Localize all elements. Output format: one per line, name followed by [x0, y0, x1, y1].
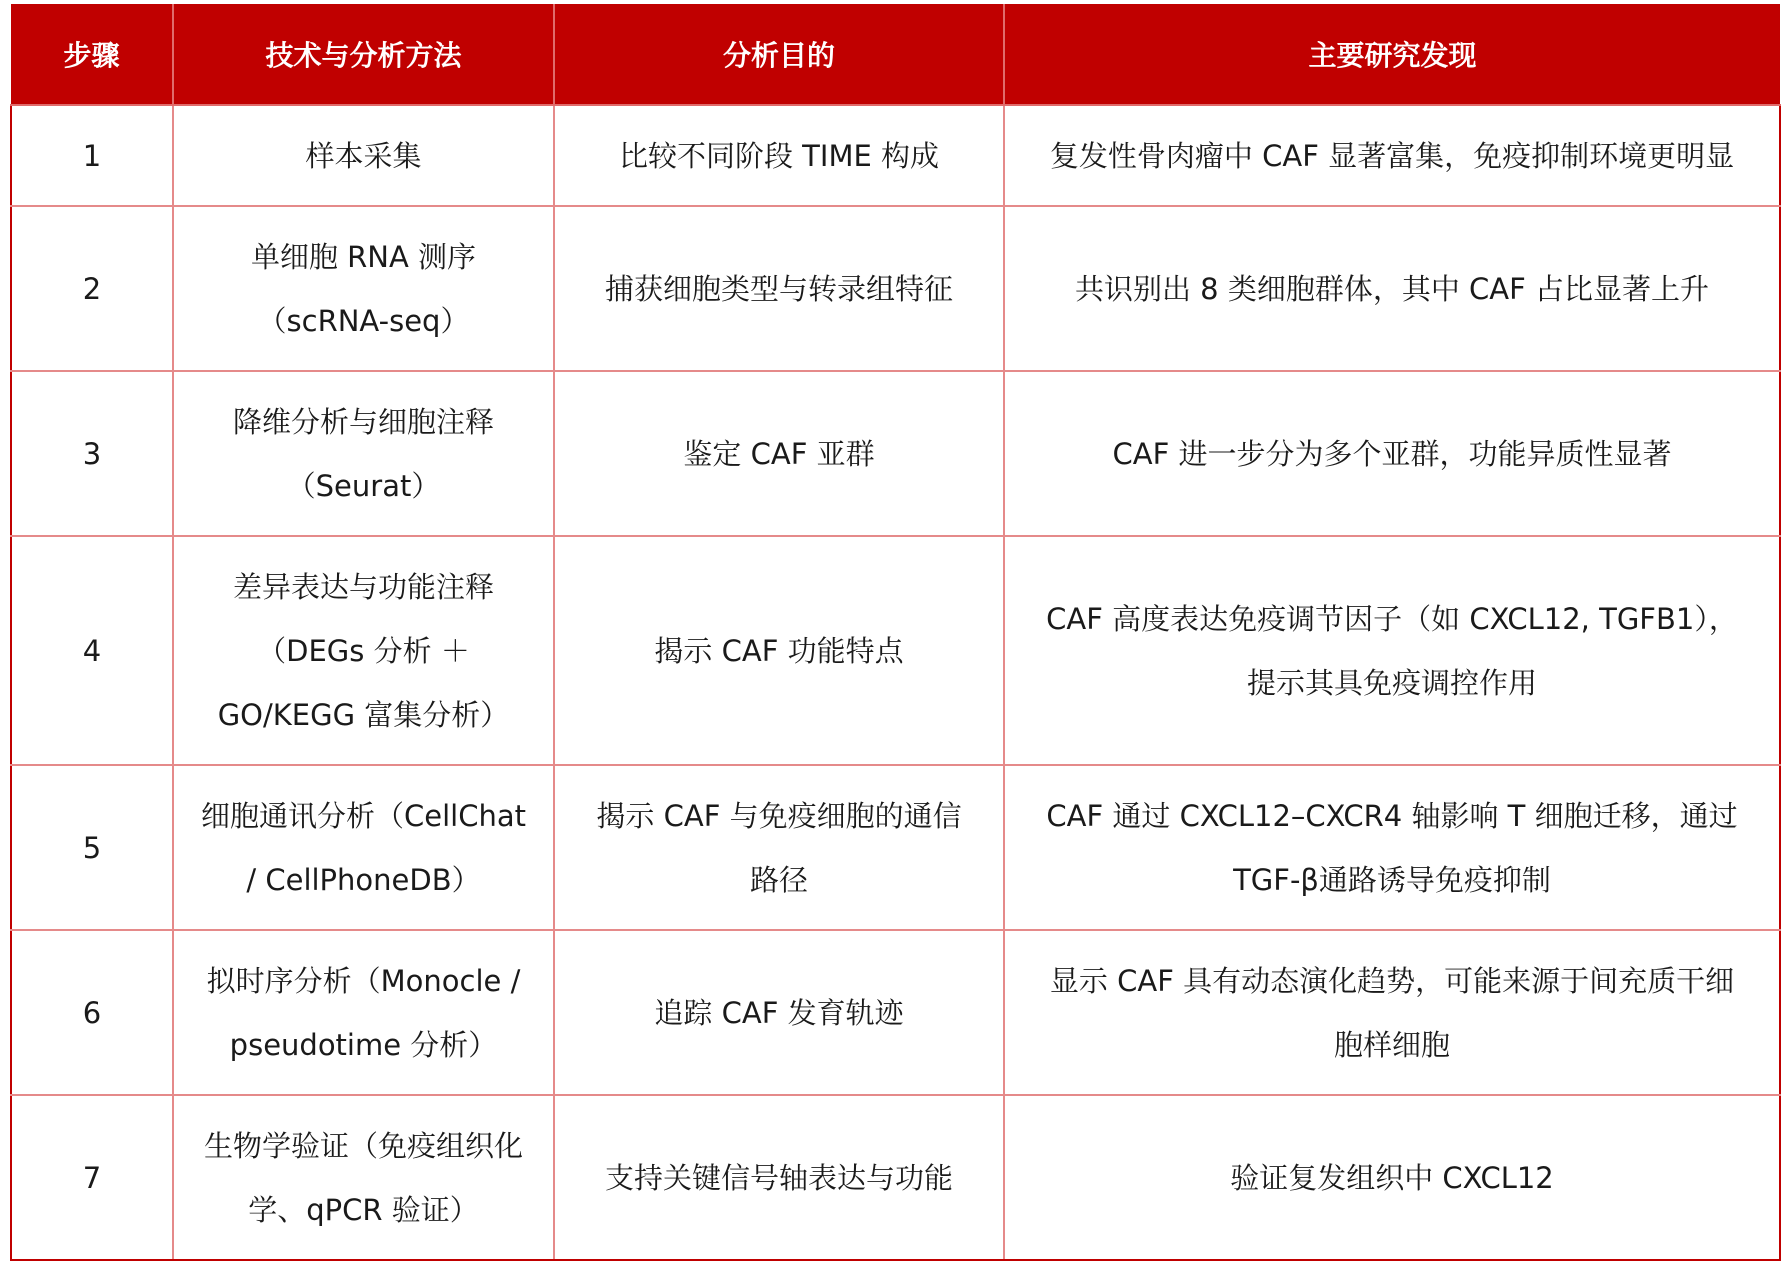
cell-method-line: pseudotime 分析） — [229, 1027, 498, 1062]
cell-finding-line: 共识别出 8 类细胞群体，其中 CAF 占比显著上升 — [1074, 271, 1710, 306]
cell-purpose-line: 揭示 CAF 与免疫细胞的通信 — [596, 798, 962, 833]
cell-purpose — [554, 206, 1004, 371]
cell-method — [173, 206, 554, 371]
cell-finding — [1004, 105, 1780, 206]
cell-method-line: / CellPhoneDB） — [246, 862, 481, 897]
cell-finding — [1004, 536, 1780, 765]
table-row — [11, 206, 1780, 371]
table-row — [11, 105, 1780, 206]
cell-finding-line: 复发性骨肉瘤中 CAF 显著富集，免疫抑制环境更明显 — [1049, 138, 1735, 173]
cell-step: 6 — [11, 930, 173, 1095]
cell-method-line: 差异表达与功能注释 — [232, 569, 494, 604]
cell-step: 4 — [11, 536, 173, 765]
cell-method-line: 细胞通讯分析（CellChat — [201, 798, 526, 833]
cell-method-line: （DEGs 分析 ＋ — [257, 633, 470, 668]
cell-method-line: 拟时序分析（Monocle / — [206, 963, 521, 998]
table-container — [10, 4, 1779, 1261]
cell-finding-line: CAF 高度表达免疫调节因子（如 CXCL12, TGFB1）， — [1046, 601, 1738, 636]
table-row — [11, 536, 1780, 765]
table-row — [11, 765, 1780, 930]
header-finding: 主要研究发现 — [1004, 4, 1780, 105]
cell-purpose — [554, 105, 1004, 206]
cell-purpose-line: 揭示 CAF 功能特点 — [654, 633, 904, 668]
cell-step: 2 — [11, 206, 173, 371]
cell-method — [173, 536, 554, 765]
header-row — [11, 4, 1780, 105]
cell-finding — [1004, 206, 1780, 371]
cell-purpose-line: 支持关键信号轴表达与功能 — [604, 1160, 953, 1195]
cell-method-line: 降维分析与细胞注释 — [232, 404, 494, 439]
cell-step: 3 — [11, 371, 173, 536]
cell-method-line: （Seurat） — [286, 468, 441, 503]
cell-step: 5 — [11, 765, 173, 930]
cell-method — [173, 1095, 554, 1260]
cell-method-line: GO/KEGG 富集分析） — [217, 697, 510, 732]
cell-finding — [1004, 371, 1780, 536]
cell-method — [173, 371, 554, 536]
table-row — [11, 371, 1780, 536]
cell-purpose — [554, 536, 1004, 765]
caf-analysis-table — [10, 4, 1781, 1261]
cell-purpose — [554, 930, 1004, 1095]
cell-method — [173, 765, 554, 930]
cell-finding-line: TGF-β通路诱导免疫抑制 — [1233, 862, 1551, 897]
cell-method-line: 样本采集 — [305, 138, 422, 173]
table-row — [11, 930, 1780, 1095]
header-step: 步骤 — [11, 4, 173, 105]
table-row — [11, 1095, 1780, 1260]
cell-finding — [1004, 930, 1780, 1095]
cell-finding-line: 胞样细胞 — [1333, 1027, 1450, 1062]
cell-purpose — [554, 371, 1004, 536]
cell-finding-line: CAF 通过 CXCL12–CXCR4 轴影响 T 细胞迁移，通过 — [1046, 798, 1738, 833]
cell-finding-line: 验证复发组织中 CXCL12 — [1230, 1160, 1554, 1195]
cell-method — [173, 105, 554, 206]
cell-finding-line: 提示其具免疫调控作用 — [1246, 665, 1537, 700]
header-purpose: 分析目的 — [554, 4, 1004, 105]
cell-step: 7 — [11, 1095, 173, 1260]
cell-step: 1 — [11, 105, 173, 206]
cell-purpose-line: 鉴定 CAF 亚群 — [683, 436, 875, 471]
cell-purpose — [554, 1095, 1004, 1260]
cell-purpose-line: 路径 — [749, 862, 808, 897]
header-method: 技术与分析方法 — [173, 4, 554, 105]
cell-method-line: 单细胞 RNA 测序 — [250, 239, 477, 274]
cell-method — [173, 930, 554, 1095]
cell-finding — [1004, 1095, 1780, 1260]
cell-finding-line: CAF 进一步分为多个亚群，功能异质性显著 — [1112, 436, 1672, 471]
cell-method-line: 学、qPCR 验证） — [248, 1192, 479, 1227]
cell-purpose — [554, 765, 1004, 930]
cell-finding-line: 显示 CAF 具有动态演化趋势，可能来源于间充质干细 — [1049, 963, 1735, 998]
cell-purpose-line: 追踪 CAF 发育轨迹 — [654, 995, 904, 1030]
cell-finding — [1004, 765, 1780, 930]
cell-purpose-line: 比较不同阶段 TIME 构成 — [618, 138, 940, 173]
cell-purpose-line: 捕获细胞类型与转录组特征 — [604, 271, 953, 306]
cell-method-line: 生物学验证（免疫组织化 — [203, 1128, 523, 1163]
cell-method-line: （scRNA-seq） — [257, 303, 470, 338]
